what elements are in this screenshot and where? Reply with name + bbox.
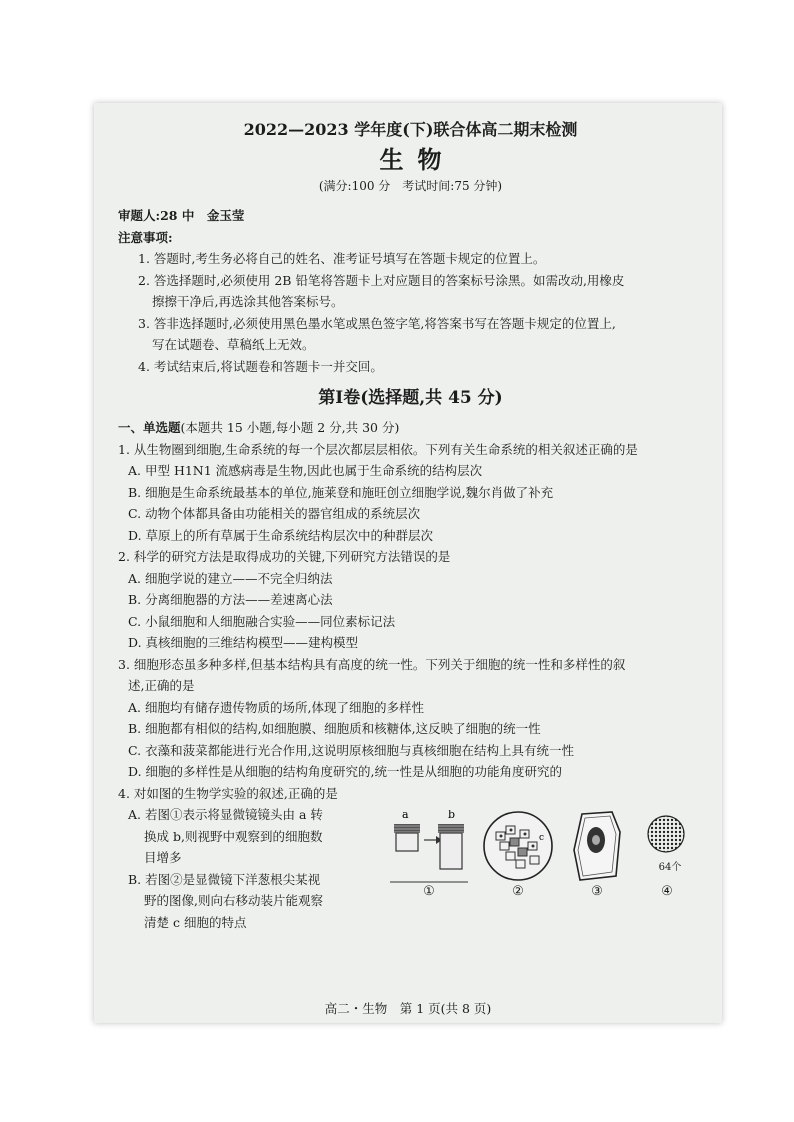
page-footer: 高二・生物 第 1 页(共 8 页) <box>324 1001 492 1016</box>
q4-body <box>118 804 703 954</box>
figure-3-label: ③ <box>591 884 603 899</box>
q2-option-c: C. 小鼠细胞和人细胞融合实验——同位素标记法 <box>128 613 396 629</box>
cell <box>518 848 527 856</box>
lens-b-label: b <box>448 810 456 821</box>
part1-heading <box>118 417 703 439</box>
exam-title: 2022—2023 学年度(下)联合体高二期末检测 <box>243 120 578 139</box>
note-item: 写在试题卷、草稿纸上无效。 <box>152 337 315 352</box>
figure-3-plant-cell <box>572 810 622 882</box>
dotted-circle <box>648 816 684 852</box>
part1-desc: (本题共 15 小题,每小题 2 分,共 30 分) <box>180 420 400 435</box>
q2-option-a: A. 细胞学说的建立——不完全归纳法 <box>128 570 333 586</box>
q1-option-c: C. 动物个体都具备由功能相关的器官组成的系统层次 <box>128 506 421 521</box>
nucleus <box>532 845 535 848</box>
lens-a-body <box>396 833 418 851</box>
q4-stem: 4. 对如图的生物学实验的叙述,正确的是 <box>118 785 338 801</box>
q2-option-d: D. 真核细胞的三维结构模型——建构模型 <box>128 635 359 650</box>
q4-option-b: B. 若图②是显微镜下洋葱根尖某视 <box>128 871 321 887</box>
part1-label: 一、单选题 <box>118 420 181 435</box>
exam-meta: (满分:100 分 考试时间:75 分钟) <box>318 179 503 193</box>
note-item: 4. 考试结束后,将试题卷和答题卡一并交回。 <box>138 358 383 374</box>
nucleus <box>510 829 513 832</box>
q4-figures <box>388 810 708 930</box>
q1-option-b: B. 细胞是生命系统最基本的单位,施莱登和施旺创立细胞学说,魏尔肖做了补充 <box>128 484 554 500</box>
subject-title: 生物 <box>379 145 456 174</box>
q4-option-b-cont: 野的图像,则向右移动装片能观察 <box>144 893 323 908</box>
q4-option-b-cont: 清楚 c 细胞的特点 <box>144 914 247 930</box>
lens-b-body <box>440 833 462 869</box>
figure-2-label: ② <box>512 884 524 899</box>
q2-option-b: B. 分离细胞器的方法——差速离心法 <box>128 592 333 607</box>
reviewer: 审题人:28 中 金玉莹 <box>118 208 245 223</box>
q3-option-b: B. 细胞都有相似的结构,如细胞膜、细胞质和核糖体,这反映了细胞的统一性 <box>128 721 541 736</box>
q1-stem: 1. 从生物圈到细胞,生命系统的每一个层次都层层相依。下列有关生命系统的相关叙述正确的是 <box>118 441 638 457</box>
figure-4-label: ④ <box>661 884 673 899</box>
q4-option-a: A. 若图①表示将显微镜镜头由 a 转 <box>128 807 323 822</box>
figure-2-field-of-view <box>482 810 554 882</box>
q1-option-d: D. 草原上的所有草属于生命系统结构层次中的种群层次 <box>128 527 434 543</box>
q3-option-c: C. 衣藻和菠菜都能进行光合作用,这说明原核细胞与真核细胞在结构上具有统一性 <box>128 742 575 758</box>
q4-option-a-cont: 目增多 <box>144 850 182 865</box>
section-title: 第Ⅰ卷(选择题,共 45 分) <box>318 388 503 408</box>
page-content <box>118 119 703 954</box>
figure-4-cell-field <box>646 814 686 854</box>
note-item: 1. 答题时,考生务必将自己的姓名、准考证号填写在答题卡规定的位置上。 <box>138 251 546 266</box>
q3-option-a: A. 细胞均有储存遗传物质的场所,体现了细胞的多样性 <box>128 699 424 715</box>
cell-c-label: c <box>539 833 545 843</box>
figure-4-count: 64个 <box>658 862 682 873</box>
cell <box>510 838 519 846</box>
nucleus <box>524 833 527 836</box>
q3-stem-cont: 述,正确的是 <box>128 678 195 693</box>
nucleus <box>500 835 503 838</box>
lens-a-thread <box>394 824 420 833</box>
nucleolus <box>592 835 600 845</box>
q3-option-d: D. 细胞的多样性是从细胞的结构角度研究的,统一性是从细胞的功能角度研究的 <box>128 764 562 779</box>
lens-b-thread <box>438 824 464 833</box>
note-item: 3. 答非选择题时,必须使用黑色墨水笔或黑色签字笔,将答案书写在答题卡规定的位置上, <box>138 315 616 331</box>
note-item: 擦擦干净后,再选涂其他答案标号。 <box>152 294 344 309</box>
note-item: 2. 答选择题时,必须使用 2B 铅笔将答题卡上对应题目的答案标号涂黑。如需改动,用橡皮 <box>138 272 625 288</box>
q2-stem: 2. 科学的研究方法是取得成功的关键,下列研究方法错误的是 <box>118 549 451 564</box>
q1-option-a: A. 甲型 H1N1 流感病毒是生物,因此也属于生命系统的结构层次 <box>128 463 483 478</box>
q4-options <box>118 804 378 933</box>
notes-heading: 注意事项: <box>118 229 173 245</box>
figure-1-label: ① <box>423 884 435 899</box>
q3-stem: 3. 细胞形态虽多种多样,但基本结构具有高度的统一性。下列关于细胞的统一性和多样性的叙 <box>118 656 626 672</box>
exam-page <box>94 103 722 1023</box>
q4-option-a-cont: 换成 b,则视野中观察到的细胞数 <box>144 828 323 844</box>
lens-a-label: a <box>402 810 409 821</box>
